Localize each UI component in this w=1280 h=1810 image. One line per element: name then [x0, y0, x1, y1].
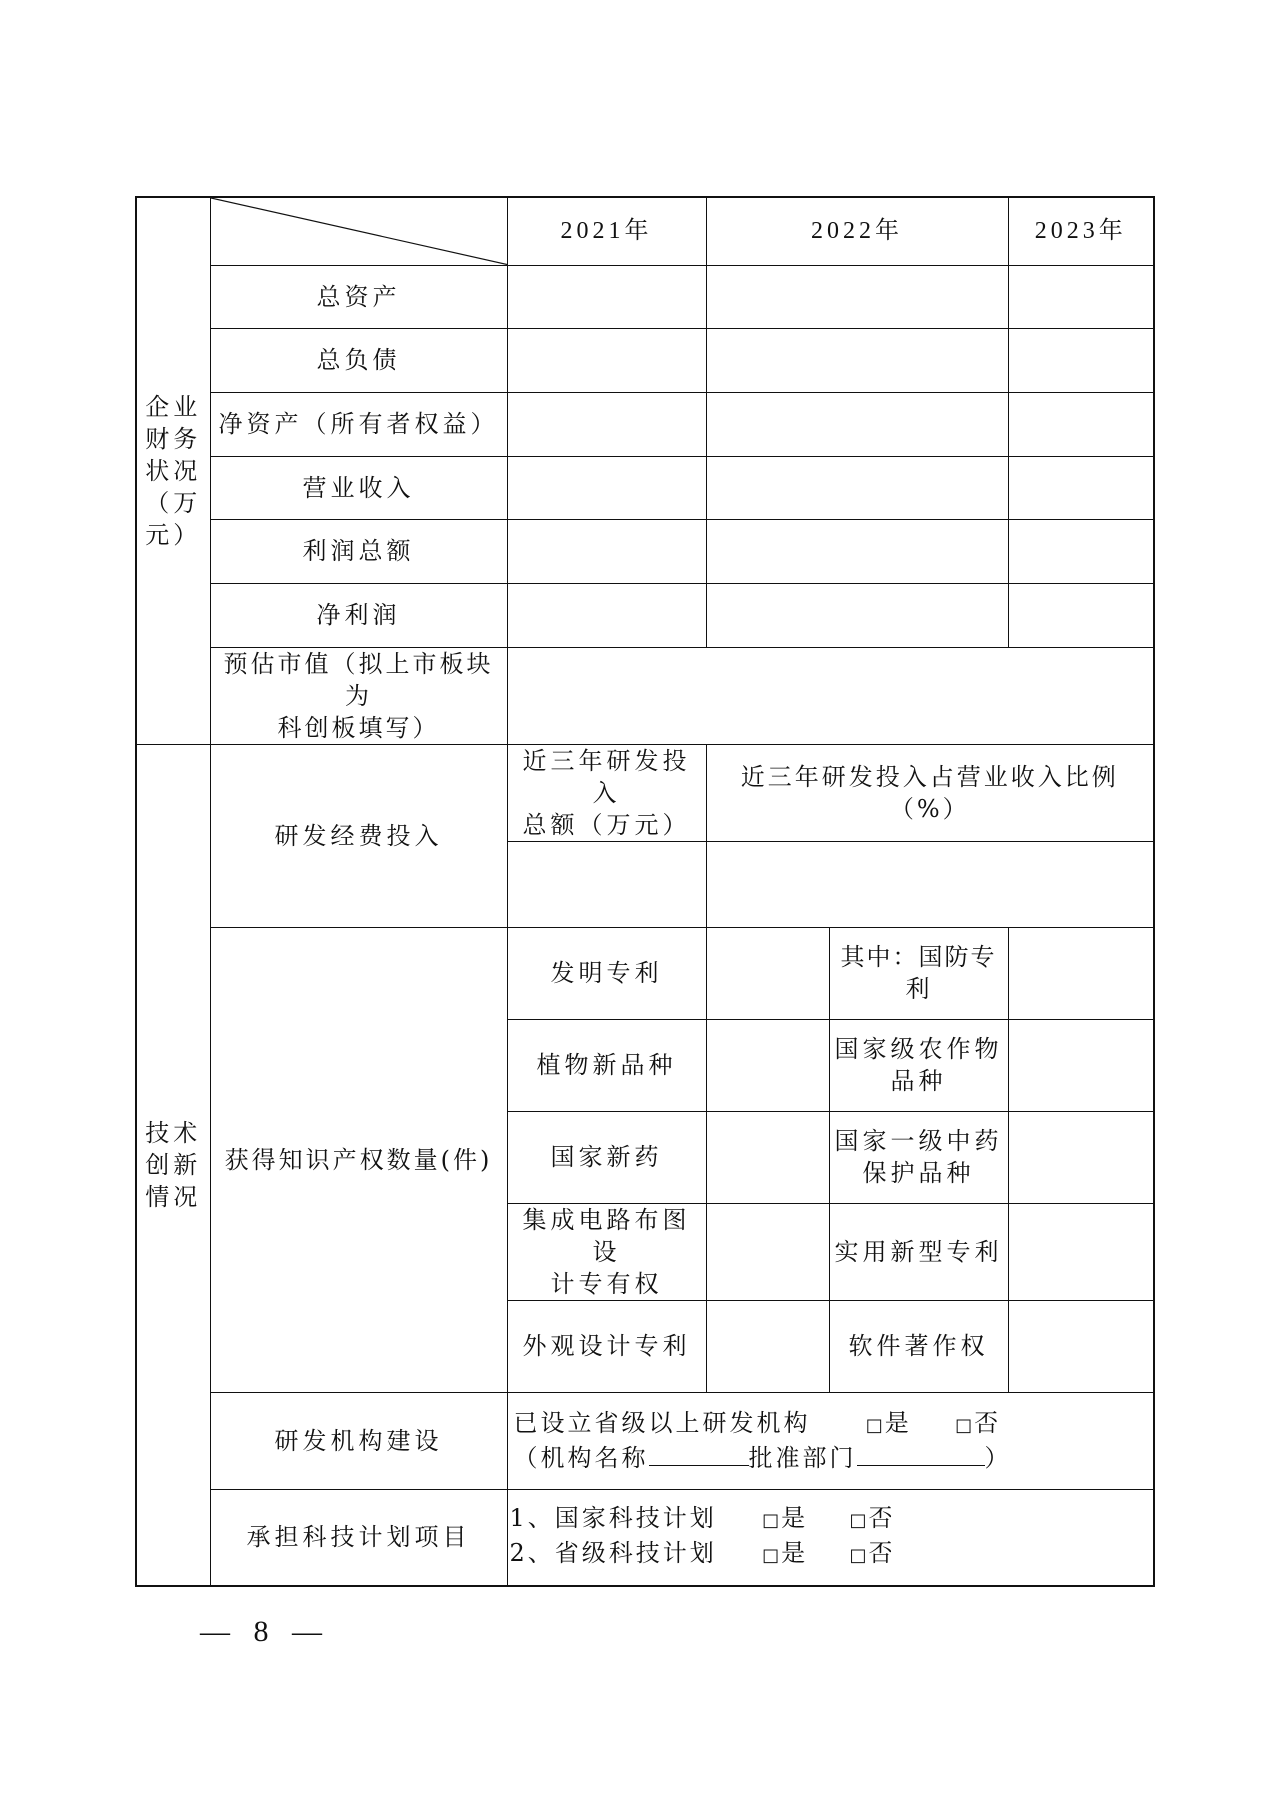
software-copyright-label: 软件著作权 [829, 1300, 1008, 1392]
provincial-plan-no-option[interactable]: □否 [849, 1539, 896, 1568]
page-number: — 8 — [200, 1615, 330, 1648]
national-crop-input[interactable] [1008, 1019, 1154, 1111]
total-liabilities-2022-input[interactable] [706, 328, 1008, 392]
total-profit-2023-input[interactable] [1008, 519, 1154, 583]
total-liabilities-2021-input[interactable] [507, 328, 706, 392]
rd-org-question: 已设立省级以上研发机构 [513, 1409, 811, 1437]
revenue-2022-input[interactable] [706, 456, 1008, 519]
tcm-protect-input[interactable] [1008, 1111, 1154, 1203]
total-assets-2022-input[interactable] [706, 265, 1008, 328]
tech-plan-content [507, 1489, 1154, 1586]
year-2023-header: 2023年 [1008, 197, 1154, 265]
market-value-input[interactable] [507, 647, 1154, 744]
revenue-label: 营业收入 [210, 456, 507, 519]
national-plan-yes-option[interactable]: □是 [762, 1504, 809, 1533]
plant-variety-label: 植物新品种 [507, 1019, 706, 1111]
total-profit-2021-input[interactable] [507, 519, 706, 583]
net-assets-2022-input[interactable] [706, 392, 1008, 456]
ic-layout-input[interactable] [706, 1203, 829, 1300]
year-2022-header: 2022年 [706, 197, 1008, 265]
total-assets-label: 总资产 [210, 265, 507, 328]
tech-section-label: 技术 创新 情况 [136, 744, 210, 1586]
rd-org-label: 研发机构建设 [210, 1392, 507, 1489]
total-assets-2023-input[interactable] [1008, 265, 1154, 328]
application-form-table [135, 196, 1153, 1568]
design-patent-label: 外观设计专利 [507, 1300, 706, 1392]
revenue-2021-input[interactable] [507, 456, 706, 519]
market-value-label: 预估市值（拟上市板块为 科创板填写） [210, 647, 507, 744]
net-profit-2023-input[interactable] [1008, 583, 1154, 647]
provincial-plan-label: 2、省级科技计划 [509, 1539, 717, 1568]
approve-dept-label: 批准部门 [748, 1444, 857, 1472]
software-copyright-input[interactable] [1008, 1300, 1154, 1392]
approve-dept-blank[interactable] [857, 1443, 985, 1466]
tcm-protect-label: 国家一级中药 保护品种 [829, 1111, 1008, 1203]
invention-patent-input[interactable] [706, 927, 829, 1019]
net-assets-2021-input[interactable] [507, 392, 706, 456]
net-assets-2023-input[interactable] [1008, 392, 1154, 456]
national-plan-no-option[interactable]: □否 [849, 1504, 896, 1533]
defense-patent-label: 其中：国防专利 [829, 927, 1008, 1019]
year-2021-header: 2021年 [507, 197, 706, 265]
design-patent-input[interactable] [706, 1300, 829, 1392]
rd-total-input[interactable] [507, 841, 706, 927]
utility-model-label: 实用新型专利 [829, 1203, 1008, 1300]
net-profit-2021-input[interactable] [507, 583, 706, 647]
rd-ratio-header: 近三年研发投入占营业收入比例（%） [706, 744, 1154, 841]
provincial-plan-yes-option[interactable]: □是 [762, 1539, 809, 1568]
tech-plan-label: 承担科技计划项目 [210, 1489, 507, 1586]
total-profit-label: 利润总额 [210, 519, 507, 583]
total-profit-2022-input[interactable] [706, 519, 1008, 583]
net-profit-label: 净利润 [210, 583, 507, 647]
financial-section-label: 企业 财务 状况 （万 元） [136, 197, 210, 744]
ic-layout-label: 集成电路布图设 计专有权 [507, 1203, 706, 1300]
close-paren: ） [984, 1444, 1012, 1472]
checkbox-icon[interactable]: □ [849, 1510, 867, 1532]
checkbox-icon[interactable]: □ [865, 1415, 883, 1436]
net-assets-label: 净资产（所有者权益） [210, 392, 507, 456]
ip-count-label: 获得知识产权数量(件) [210, 927, 507, 1392]
total-liabilities-2023-input[interactable] [1008, 328, 1154, 392]
revenue-2023-input[interactable] [1008, 456, 1154, 519]
rd-ratio-input[interactable] [706, 841, 1154, 927]
rd-total-header: 近三年研发投入 总额（万元） [507, 744, 706, 841]
new-drug-label: 国家新药 [507, 1111, 706, 1203]
rd-org-no-option[interactable]: □否 [955, 1409, 1002, 1437]
utility-model-input[interactable] [1008, 1203, 1154, 1300]
new-drug-input[interactable] [706, 1111, 829, 1203]
plant-variety-input[interactable] [706, 1019, 829, 1111]
org-name-blank[interactable] [649, 1443, 749, 1466]
national-crop-label: 国家级农作物 品种 [829, 1019, 1008, 1111]
total-assets-2021-input[interactable] [507, 265, 706, 328]
rd-org-yes-option[interactable]: □是 [865, 1409, 912, 1437]
rd-investment-label: 研发经费投入 [210, 744, 507, 927]
defense-patent-input[interactable] [1008, 927, 1154, 1019]
form-grid [135, 196, 1155, 1587]
checkbox-icon[interactable]: □ [762, 1545, 780, 1567]
total-liabilities-label: 总负债 [210, 328, 507, 392]
national-plan-label: 1、国家科技计划 [509, 1504, 717, 1533]
diagonal-header-cell [210, 197, 507, 265]
invention-patent-label: 发明专利 [507, 927, 706, 1019]
net-profit-2022-input[interactable] [706, 583, 1008, 647]
rd-org-content [507, 1392, 1154, 1489]
org-name-label: （机构名称 [513, 1444, 649, 1472]
checkbox-icon[interactable]: □ [955, 1415, 973, 1436]
checkbox-icon[interactable]: □ [849, 1545, 867, 1567]
checkbox-icon[interactable]: □ [762, 1510, 780, 1532]
